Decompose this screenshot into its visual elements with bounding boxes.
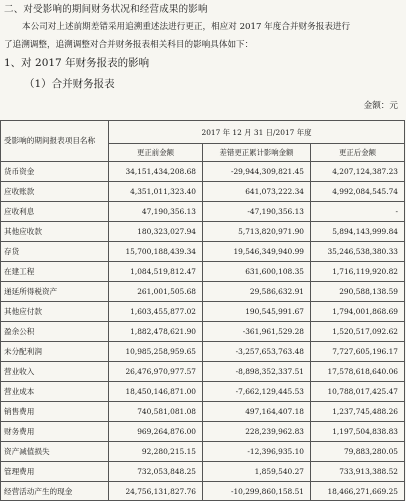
table-row xyxy=(1,462,405,482)
table-row xyxy=(1,362,405,382)
row-item-name: 货币资金 xyxy=(1,162,109,182)
subheading-consolidated: （1）合并财务报表 xyxy=(24,78,115,90)
row-after-amount: 17,578,618,640.06 xyxy=(311,362,405,382)
row-adjustment-amount: -10,299,860,158.51 xyxy=(203,482,311,501)
row-adjustment-amount: 5,713,820,971.90 xyxy=(203,222,311,242)
row-adjustment-amount: 19,546,349,940.99 xyxy=(203,242,311,262)
row-item-name: 管理费用 xyxy=(1,462,109,482)
row-adjustment-amount: -12,396,935.10 xyxy=(203,442,311,462)
row-before-amount: 10,985,258,959.65 xyxy=(109,342,203,362)
row-after-amount: 7,727,605,196.17 xyxy=(311,342,405,362)
table-row xyxy=(1,322,405,342)
table-row xyxy=(1,342,405,362)
row-adjustment-amount: -8,898,352,337.51 xyxy=(203,362,311,382)
row-after-amount: 290,588,138.59 xyxy=(311,282,405,302)
row-adjustment-amount: 29,586,632.91 xyxy=(203,282,311,302)
row-before-amount: 92,280,215.15 xyxy=(109,442,203,462)
row-before-amount: 4,351,011,323.40 xyxy=(109,182,203,202)
row-after-amount: 10,788,017,425.47 xyxy=(311,382,405,402)
period-header: 2017 年 12 月 31 日/2017 年度 xyxy=(109,121,405,144)
row-adjustment-amount: 190,545,991.67 xyxy=(203,302,311,322)
row-item-name: 营业成本 xyxy=(1,382,109,402)
row-after-amount: 5,894,143,999.84 xyxy=(311,222,405,242)
row-item-name: 经营活动产生的现金 xyxy=(1,482,109,501)
row-adjustment-amount: 497,164,407.18 xyxy=(203,402,311,422)
table-row xyxy=(1,162,405,182)
row-item-name: 其他应付款 xyxy=(1,302,109,322)
row-before-amount: 15,700,188,439.34 xyxy=(109,242,203,262)
table-row xyxy=(1,302,405,322)
table-row xyxy=(1,182,405,202)
row-item-name: 递延所得税资产 xyxy=(1,282,109,302)
table-body xyxy=(1,162,405,501)
table-row xyxy=(1,222,405,242)
row-before-amount: 740,581,081.08 xyxy=(109,402,203,422)
row-adjustment-amount: -7,662,129,445.53 xyxy=(203,382,311,402)
table-row xyxy=(1,402,405,422)
row-after-amount: 1,794,001,868.69 xyxy=(311,302,405,322)
row-before-amount: 1,603,455,877.02 xyxy=(109,302,203,322)
unit-label: 金额：元 xyxy=(363,101,398,111)
column-header-before: 更正前金额 xyxy=(109,144,203,162)
table-row xyxy=(1,442,405,462)
row-before-amount: 732,053,848.25 xyxy=(109,462,203,482)
row-header: 受影响的期间报表项目名称 xyxy=(1,121,109,162)
table-row xyxy=(1,382,405,402)
intro-paragraph-line-1: 本公司对上述前期差错采用追溯重述法进行更正，相应对 2017 年度合并财务报表进行 xyxy=(22,22,351,32)
row-after-amount: 35,246,538,380.33 xyxy=(311,242,405,262)
table-row xyxy=(1,282,405,302)
row-item-name: 营业收入 xyxy=(1,362,109,382)
row-before-amount: 26,476,970,977.57 xyxy=(109,362,203,382)
table-row xyxy=(1,422,405,442)
row-item-name: 财务费用 xyxy=(1,422,109,442)
column-header-after: 更正后金额 xyxy=(311,144,405,162)
row-before-amount: 24,756,131,827.76 xyxy=(109,482,203,501)
restatement-table xyxy=(0,120,405,501)
row-adjustment-amount: 228,239,962.83 xyxy=(203,422,311,442)
intro-paragraph-line-2: 了追溯调整，追溯调整对合并财务报表相关科目的影响具体如下： xyxy=(4,40,254,50)
row-before-amount: 47,190,356.13 xyxy=(109,202,203,222)
row-before-amount: 261,001,505.68 xyxy=(109,282,203,302)
row-item-name: 在建工程 xyxy=(1,262,109,282)
row-adjustment-amount: 631,600,108.35 xyxy=(203,262,311,282)
row-item-name: 销售费用 xyxy=(1,402,109,422)
row-item-name: 未分配利润 xyxy=(1,342,109,362)
table-row xyxy=(1,202,405,222)
row-adjustment-amount: -47,190,356.13 xyxy=(203,202,311,222)
row-before-amount: 18,450,146,871.00 xyxy=(109,382,203,402)
row-item-name: 其他应收款 xyxy=(1,222,109,242)
row-adjustment-amount: -361,961,529.28 xyxy=(203,322,311,342)
row-adjustment-amount: 1,859,540.27 xyxy=(203,462,311,482)
row-after-amount: 18,466,271,669.25 xyxy=(311,482,405,501)
row-before-amount: 969,264,876.00 xyxy=(109,422,203,442)
subheading-2017-impact: 1、对 2017 年财务报表的影响 xyxy=(4,57,150,69)
row-after-amount: 4,992,084,545.74 xyxy=(311,182,405,202)
row-before-amount: 34,151,434,208.68 xyxy=(109,162,203,182)
row-before-amount: 180,323,027.94 xyxy=(109,222,203,242)
row-item-name: 资产减值损失 xyxy=(1,442,109,462)
row-after-amount: 1,716,119,920.82 xyxy=(311,262,405,282)
row-adjustment-amount: -29,944,309,821.45 xyxy=(203,162,311,182)
row-before-amount: 1,084,519,812.47 xyxy=(109,262,203,282)
row-after-amount: 1,197,504,838.83 xyxy=(311,422,405,442)
row-item-name: 存货 xyxy=(1,242,109,262)
row-after-amount: 1,520,517,092.62 xyxy=(311,322,405,342)
table-row xyxy=(1,482,405,501)
table-row xyxy=(1,242,405,262)
row-adjustment-amount: -3,257,653,763.48 xyxy=(203,342,311,362)
column-header-adjustment: 差错更正累计影响金额 xyxy=(203,144,311,162)
row-after-amount: 79,883,280.05 xyxy=(311,442,405,462)
table-row xyxy=(1,262,405,282)
row-after-amount: - xyxy=(311,202,405,222)
row-item-name: 应收利息 xyxy=(1,202,109,222)
row-item-name: 应收账款 xyxy=(1,182,109,202)
row-before-amount: 1,882,478,621.90 xyxy=(109,322,203,342)
row-item-name: 盈余公积 xyxy=(1,322,109,342)
section-heading: 二、对受影响的期间财务状况和经营成果的影响 xyxy=(4,4,208,15)
row-after-amount: 4,207,124,387.23 xyxy=(311,162,405,182)
row-after-amount: 733,913,388.52 xyxy=(311,462,405,482)
row-after-amount: 1,237,745,488.26 xyxy=(311,402,405,422)
row-adjustment-amount: 641,073,222.34 xyxy=(203,182,311,202)
